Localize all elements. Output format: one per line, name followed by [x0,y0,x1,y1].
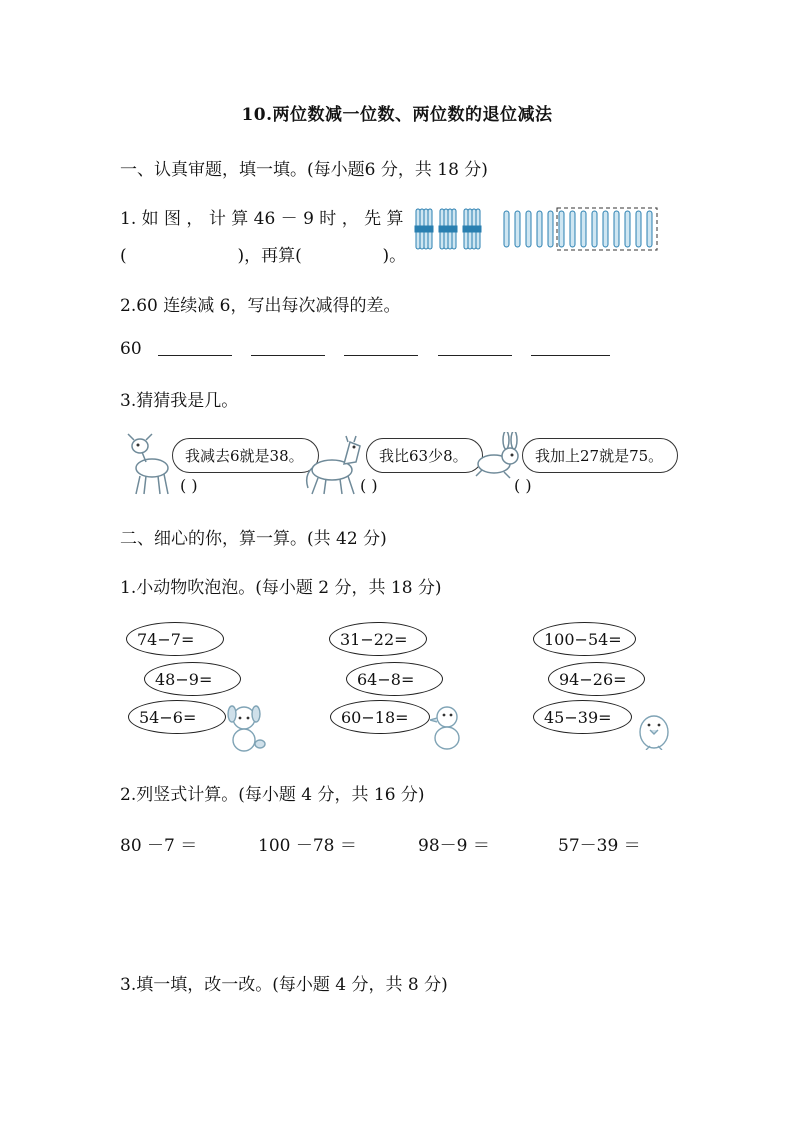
q1-close: )。 [382,246,407,266]
bubble-5[interactable]: 64−8= [346,662,443,696]
expr-1: 80 －7 ＝ [120,836,198,856]
page-title: 10.两位数减一位数、两位数的退位减法 [241,105,553,125]
rabbit-answer[interactable]: ( ) [514,476,532,495]
bubble-9[interactable]: 45−39= [533,700,632,734]
q2-blank-3[interactable] [344,354,418,356]
deer-icon [126,432,176,496]
sticks-figure [414,207,664,252]
q1-mid: )，再算( [237,246,302,266]
bubble-3[interactable]: 54−6= [128,700,226,734]
horse-icon [304,432,366,496]
q1-line2 [120,241,406,266]
expr-3: 98－9 ＝ [418,836,490,856]
s2-q2-text: 2.列竖式计算。(每小题 4 分，共 16 分) [120,785,425,805]
expr-4: 57－39 ＝ [558,836,641,856]
s2-q3-text: 3.填一填，改一改。(每小题 4 分，共 8 分) [120,975,448,995]
q2-text: 2.60 连续减 6，写出每次减得的差。 [120,296,401,316]
bubble-1[interactable]: 74−7= [126,622,224,656]
bubble-2[interactable]: 48−9= [144,662,241,696]
q3-text: 3.猜猜我是几。 [120,391,239,411]
q2-blank-1[interactable] [158,354,232,356]
paren-open: ( [120,246,127,266]
rabbit-icon [474,432,526,482]
bubble-6[interactable]: 60−18= [330,700,430,734]
q2-start: 60 [120,339,142,359]
s2-q1-text: 1.小动物吹泡泡。(每小题 2 分，共 18 分) [120,578,442,598]
duckling-icon [430,704,466,752]
rabbit-speech-bubble: 我加上27就是75。 [522,438,678,473]
q2-blank-4[interactable] [438,354,512,356]
bubble-7[interactable]: 100−54= [533,622,636,656]
bundle-icon [415,209,481,249]
bubble-4[interactable]: 31−22= [329,622,427,656]
expr-2: 100 －78 ＝ [258,836,357,856]
q2-blank-5[interactable] [531,354,610,356]
q2-blank-2[interactable] [251,354,325,356]
chick-icon [636,708,672,750]
deer-answer[interactable]: ( ) [180,476,198,495]
horse-answer[interactable]: ( ) [360,476,378,495]
q1-line1: 1. 如 图 ， 计 算 46 － 9 时 ， 先 算 [120,209,404,229]
horse-speech-bubble: 我比63少8。 [366,438,483,473]
section1-heading: 一、认真审题，填一填。(每小题6 分，共 18 分) [120,160,488,180]
bubble-8[interactable]: 94−26= [548,662,645,696]
deer-speech-bubble: 我减去6就是38。 [172,438,319,473]
puppy-icon [224,704,268,754]
section2-heading: 二、细心的你，算一算。(共 42 分) [120,529,387,549]
